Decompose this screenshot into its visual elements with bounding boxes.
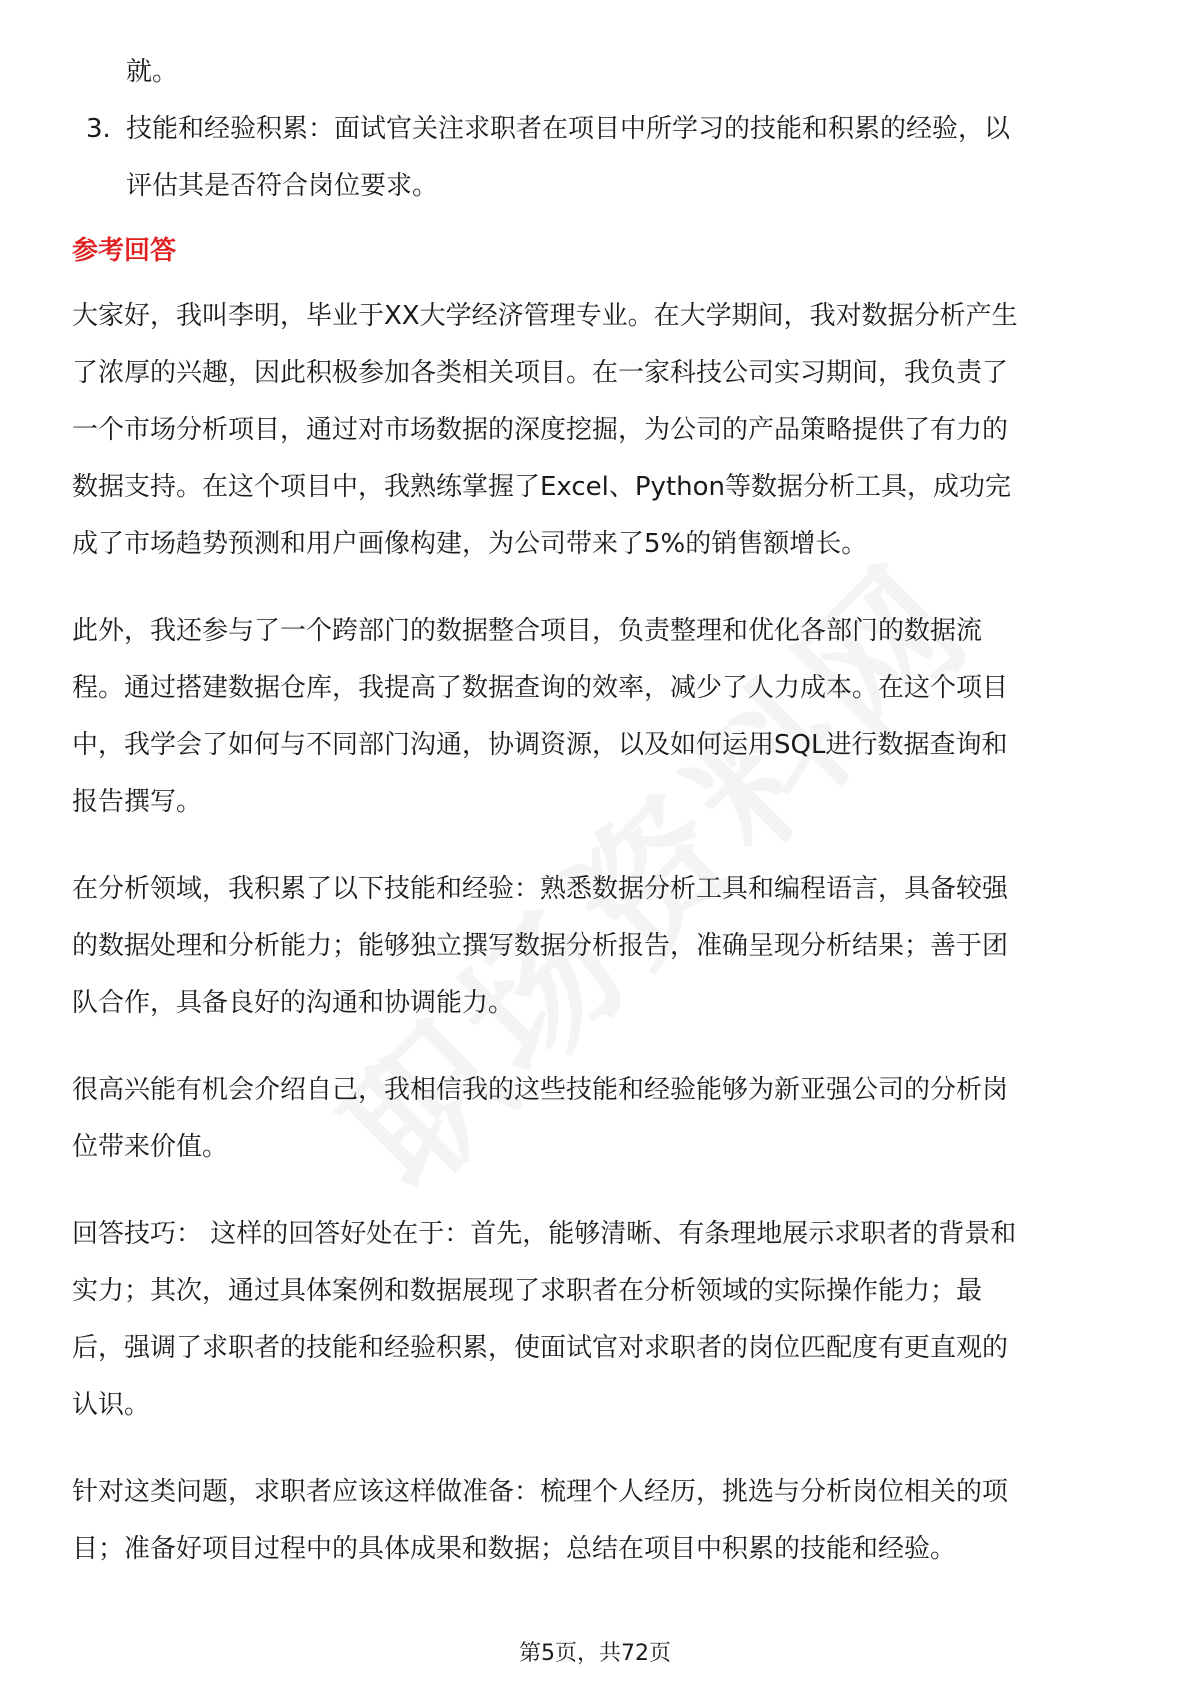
paragraph-preparation	[72, 1464, 1122, 1578]
paragraph-line: 实力；其次，通过具体案例和数据展现了求职者在分析领域的实际操作能力；最	[72, 1276, 983, 1306]
paragraph-line: 针对这类问题，求职者应该这样做准备：梳理个人经历，挑选与分析岗位相关的项	[72, 1477, 1009, 1507]
paragraph-line: 成了市场趋势预测和用户画像构建，为公司带来了5%的销售额增长。	[72, 529, 868, 559]
paragraph-tips	[72, 1206, 1122, 1434]
paragraph-skills	[72, 861, 1122, 1032]
paragraph-line: 了浓厚的兴趣，因此积极参加各类相关项目。在一家科技公司实习期间，我负责了	[72, 358, 1009, 388]
section-heading: 参考回答	[72, 236, 177, 266]
list-continuation-text: 就。	[126, 57, 179, 87]
list-item-line: 技能和经验积累：面试官关注求职者在项目中所学习的技能和积累的经验，以	[126, 114, 1011, 144]
paragraph-line: 一个市场分析项目，通过对市场数据的深度挖掘，为公司的产品策略提供了有力的	[72, 415, 1009, 445]
page-content	[72, 44, 1122, 1608]
page-number-footer: 第5页，共72页	[519, 1641, 671, 1666]
paragraph-line: 报告撰写。	[72, 787, 203, 817]
list-item-line: 评估其是否符合岗位要求。	[126, 171, 439, 201]
paragraph-line: 此外，我还参与了一个跨部门的数据整合项目，负责整理和优化各部门的数据流	[72, 616, 983, 646]
list-item-number: 3.	[86, 114, 111, 144]
list-item-body	[126, 101, 1122, 215]
list-item	[72, 101, 1122, 215]
paragraph-line: 位带来价值。	[72, 1132, 229, 1162]
paragraph-line: 程。通过搭建数据仓库，我提高了数据查询的效率，减少了人力成本。在这个项目	[72, 673, 1009, 703]
paragraph-line: 在分析领域，我积累了以下技能和经验：熟悉数据分析工具和编程语言，具备较强	[72, 874, 1009, 904]
paragraph-project	[72, 603, 1122, 831]
paragraph-line: 队合作，具备良好的沟通和协调能力。	[72, 988, 515, 1018]
paragraph-line: 目；准备好项目过程中的具体成果和数据；总结在项目中积累的技能和经验。	[72, 1534, 957, 1564]
paragraph-line: 回答技巧： 这样的回答好处在于：首先，能够清晰、有条理地展示求职者的背景和	[72, 1219, 1017, 1249]
paragraph-line: 的数据处理和分析能力；能够独立撰写数据分析报告，准确呈现分析结果；善于团	[72, 931, 1009, 961]
paragraph-closing	[72, 1062, 1122, 1176]
paragraph-line: 后，强调了求职者的技能和经验积累，使面试官对求职者的岗位匹配度有更直观的	[72, 1333, 1009, 1363]
paragraph-line: 大家好，我叫李明，毕业于XX大学经济管理专业。在大学期间，我对数据分析产生	[72, 301, 1018, 331]
paragraph-line: 认识。	[72, 1390, 151, 1420]
paragraph-line: 很高兴能有机会介绍自己，我相信我的这些技能和经验能够为新亚强公司的分析岗	[72, 1075, 1009, 1105]
paragraph-line: 中，我学会了如何与不同部门沟通，协调资源，以及如何运用SQL进行数据查询和	[72, 730, 1008, 760]
paragraph-line: 数据支持。在这个项目中，我熟练掌握了Excel、Python等数据分析工具，成功完	[72, 472, 1011, 502]
paragraph-intro	[72, 288, 1122, 573]
